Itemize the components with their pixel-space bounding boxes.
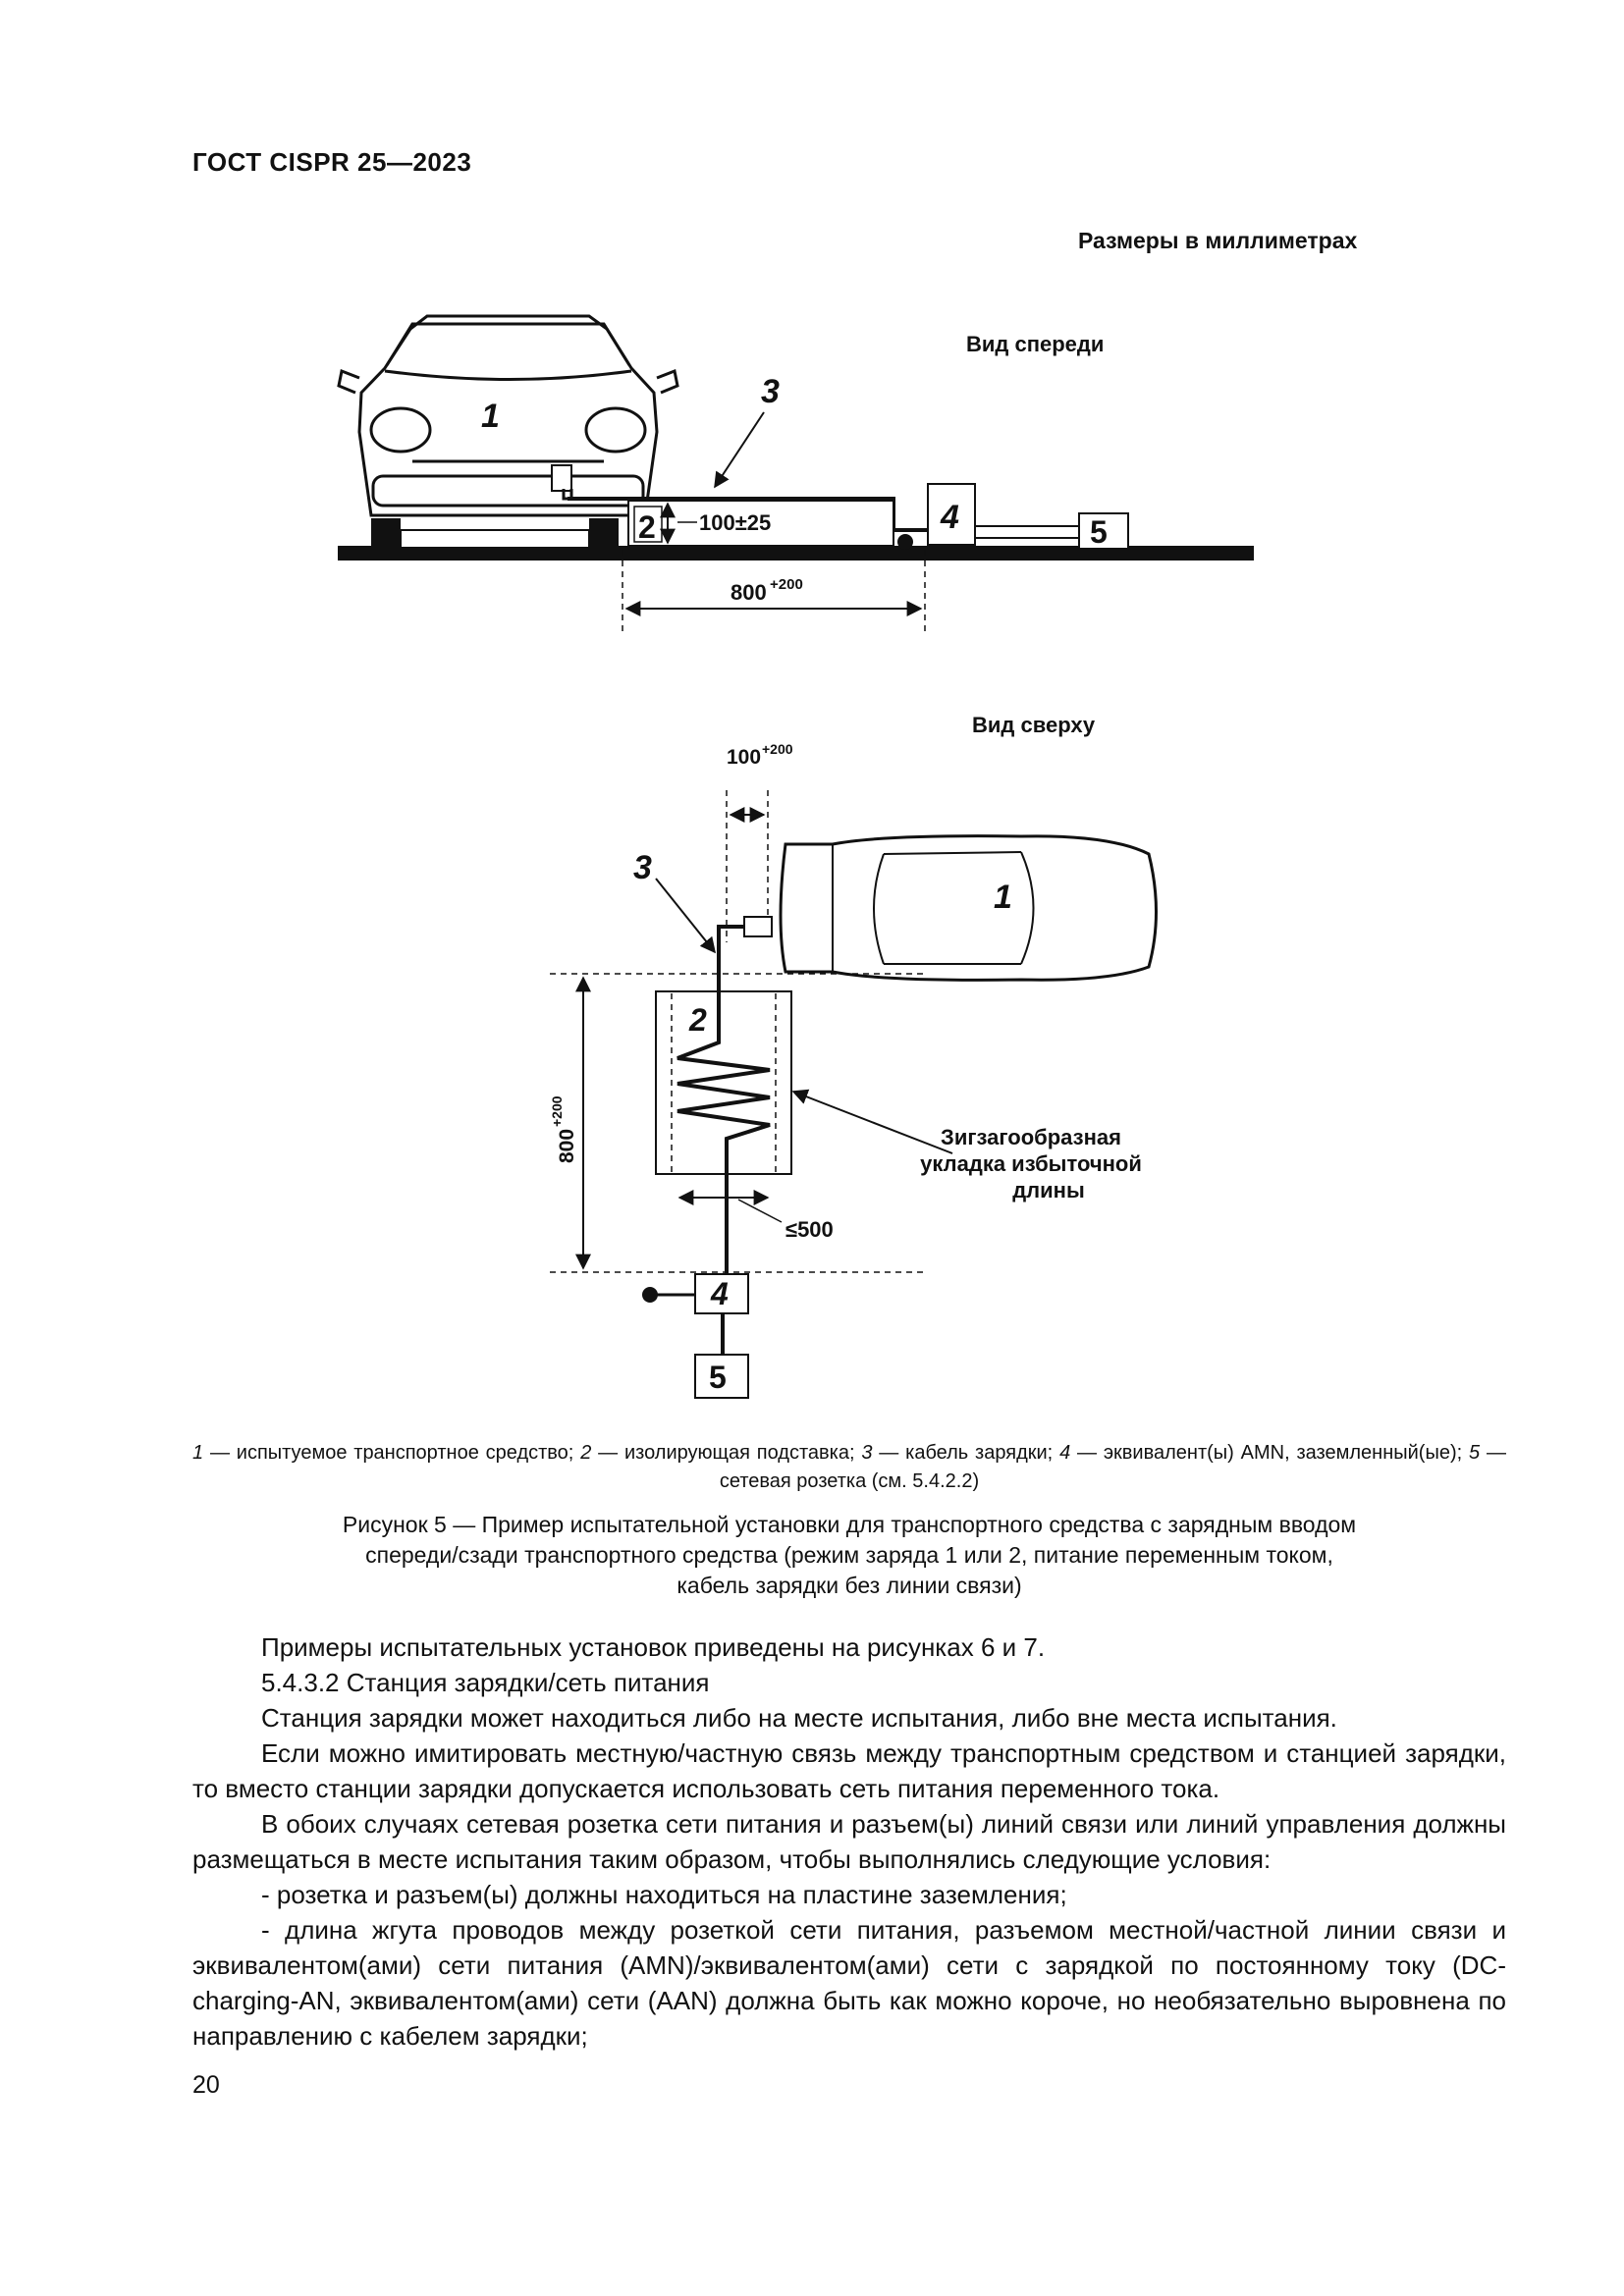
paragraph-3: Станция зарядки может находиться либо на месте испытания, либо вне места испытания. xyxy=(261,1703,1337,1733)
front-label-cable: 3 xyxy=(761,373,780,410)
front-label-vehicle: 1 xyxy=(481,398,500,435)
legend-text-5: — сетевая розетка (см. 5.4.2.2) xyxy=(719,1442,1506,1492)
body-text xyxy=(192,1629,1506,2054)
dimensions-note: Размеры в миллиметрах xyxy=(1078,228,1358,253)
page-number: 20 xyxy=(192,2071,220,2099)
front-distance-sup: +200 xyxy=(770,576,803,593)
figure-caption xyxy=(192,1510,1506,1601)
legend-num-4: 4 xyxy=(1059,1442,1071,1464)
paragraph-4: Если можно имитировать местную/частную связь между транспортным средством и станцией зарядки, то вместо станции зарядки допускается использовать сеть питания переменного тока. xyxy=(192,1738,1506,1803)
front-label-socket: 5 xyxy=(1090,514,1108,550)
top-label-cable: 3 xyxy=(633,849,652,886)
front-view-title: Вид спереди xyxy=(966,332,1105,356)
top-zigzag-note-1: Зигзагообразная xyxy=(941,1125,1121,1149)
paragraph-1: Примеры испытательных установок приведены на рисунках 6 и 7. xyxy=(261,1632,1046,1662)
page-header: ГОСТ CISPR 25—2023 xyxy=(192,147,472,177)
legend-text-2: — изолирующая подставка; xyxy=(591,1442,862,1464)
legend-num-2: 2 xyxy=(580,1442,592,1464)
paragraph-7: - длина жгута проводов между розеткой сети питания, разъемом местной/частной линии связи и эквивалентом(ами) сети питания (AMN)/эквивалентом(ами) сети с зарядкой по постоянному току (DC-charging-AN, эквивалентом(ами) сети (AAN) должна быть как можно короче, но необязательно выровнена по направлению с кабелем зарядки; xyxy=(192,1915,1506,2051)
paragraph-2: 5.4.3.2 Станция зарядки/сеть питания xyxy=(261,1668,710,1697)
top-label-amn: 4 xyxy=(711,1276,729,1311)
front-label-stand: 2 xyxy=(638,509,656,545)
legend-num-3: 3 xyxy=(861,1442,873,1464)
vehicle-front xyxy=(339,316,677,515)
paragraph-5: В обоих случаях сетевая розетка сети питания и разъем(ы) линий связи или линий управления должны размещаться в месте испытания таким образом, чтобы выполнялись следующие условия: xyxy=(192,1809,1506,1874)
front-distance-base: 800 xyxy=(731,580,767,605)
top-length-sup: +200 xyxy=(549,1095,565,1127)
legend-text-1: — испытуемое транспортное средство; xyxy=(203,1442,581,1464)
caption-line-2: спереди/сзади транспортного средства (режим заряда 1 или 2, питание переменным током, xyxy=(365,1542,1333,1568)
front-label-amn: 4 xyxy=(941,499,959,536)
legend-num-5: 5 xyxy=(1469,1442,1481,1464)
top-label-socket: 5 xyxy=(709,1360,727,1395)
legend-text-4: — эквивалент(ы) AMN, заземленный(ые); xyxy=(1070,1442,1470,1464)
legend-text-3: — кабель зарядки; xyxy=(872,1442,1060,1464)
front-view-diagram xyxy=(0,0,1624,687)
top-label-stand: 2 xyxy=(689,1002,707,1038)
top-length-base: 800 xyxy=(556,1128,578,1163)
vehicle-top xyxy=(781,836,1157,981)
legend-num-1: 1 xyxy=(192,1442,204,1464)
top-zigzag-width: ≤500 xyxy=(785,1217,834,1242)
top-zigzag-note-3: длины xyxy=(1012,1178,1085,1202)
top-view-diagram xyxy=(0,687,1624,1414)
caption-line-3: кабель зарядки без линии связи) xyxy=(677,1573,1022,1598)
figure-legend xyxy=(192,1439,1506,1496)
front-stand-height: 100±25 xyxy=(699,510,772,535)
caption-line-1: Рисунок 5 — Пример испытательной установки для транспортного средства с зарядным вводом xyxy=(342,1512,1357,1537)
top-zigzag-note-2: укладка избыточной xyxy=(920,1151,1142,1176)
top-label-vehicle: 1 xyxy=(994,879,1012,916)
paragraph-6: - розетка и разъем(ы) должны находиться на пластине заземления; xyxy=(261,1880,1067,1909)
top-offset-sup: +200 xyxy=(762,741,793,757)
top-offset-base: 100 xyxy=(727,746,762,769)
top-view-title: Вид сверху xyxy=(972,713,1096,737)
